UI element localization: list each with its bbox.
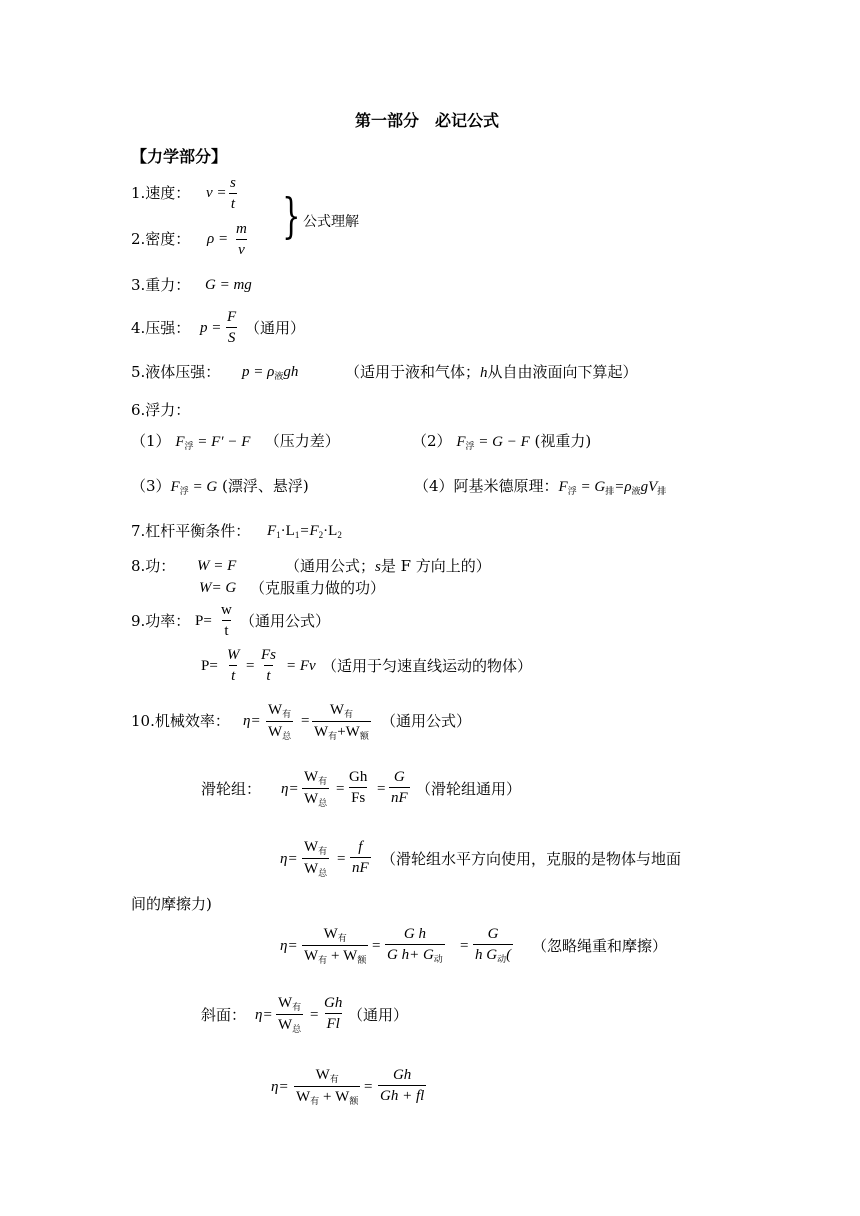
ignore-fraction-3: G h $G_动$( bbox=[475, 926, 512, 964]
density-label: 2.密度： bbox=[131, 230, 191, 248]
power-note-2: （适用于匀速直线运动的物体） bbox=[322, 657, 533, 675]
power-lhs-2: P= bbox=[201, 658, 218, 674]
eq-sign: = bbox=[310, 1007, 319, 1023]
gravity-label: 3.重力： bbox=[131, 276, 191, 294]
speed-label: 1.速度： bbox=[131, 184, 191, 202]
eta-4: η= bbox=[280, 938, 298, 954]
eq-sign: = bbox=[246, 658, 255, 674]
density-lhs: ρ = bbox=[207, 231, 229, 247]
power-fraction-2: $\frac{W}{t}$ bbox=[227, 647, 240, 684]
power-fraction-3: $\frac{Fs}{t}$ bbox=[261, 647, 276, 684]
page-title: 第一部分 必记公式 bbox=[355, 111, 500, 130]
work-formula-1: W = F bbox=[197, 558, 237, 574]
eq-sign: = bbox=[460, 938, 469, 954]
work-note-2: （克服重力做的功） bbox=[250, 579, 386, 597]
pulley-fraction-1: $W_有$ $W_总$ bbox=[304, 769, 328, 808]
liquid-note: （适用于液和气体；h从自由液面向下算起） bbox=[345, 363, 638, 381]
lever-formula: $F_1\cdot L_1=F_2\cdot L_2$ bbox=[267, 523, 342, 540]
slope-note: （通用） bbox=[348, 1006, 409, 1024]
hpulley-fraction-1: $W_有$ $W_总$ bbox=[304, 839, 328, 878]
work-label: 8.功： bbox=[131, 557, 176, 575]
power-note: （通用公式） bbox=[240, 612, 331, 630]
hpulley-note-2: 间的摩擦力) bbox=[131, 895, 212, 913]
eq-sign: = bbox=[364, 1079, 373, 1095]
work-formula-2: W= G bbox=[199, 580, 237, 596]
lever-label: 7.杠杆平衡条件： bbox=[131, 522, 251, 540]
power-rhs: = Fv bbox=[286, 658, 316, 674]
eta-3: η= bbox=[280, 851, 298, 867]
hpulley-fraction-2: $\frac{f}{nF}$ bbox=[352, 839, 369, 876]
density-fraction: $\frac{m}{v}$ bbox=[236, 221, 247, 258]
brace-icon: } bbox=[282, 188, 301, 244]
liquid-label: 5.液体压强： bbox=[131, 363, 221, 381]
pressure-fraction: $\frac{F}{S}$ bbox=[227, 309, 237, 346]
section-heading: 【力学部分】 bbox=[131, 147, 228, 166]
gravity-formula: G = mg bbox=[205, 277, 252, 293]
pulley-fraction-2: $\frac{Gh}{Fs}$ bbox=[349, 769, 368, 806]
pulley-fraction-3: $\frac{G}{nF}$ bbox=[391, 769, 408, 806]
eta-6: η= bbox=[271, 1079, 289, 1095]
eq-sign: = bbox=[377, 781, 386, 797]
eq-sign: = bbox=[337, 851, 346, 867]
slope-label: 斜面： bbox=[201, 1006, 247, 1024]
buoyancy-4: （4）阿基米德原理：$F_浮 = G_排=\rho_液gV_排$ bbox=[414, 477, 667, 497]
eta-5: η= bbox=[255, 1007, 273, 1023]
speed-lhs: v = bbox=[206, 185, 227, 201]
eff-fraction-2: $W_有$ $W_有+W_额$ bbox=[314, 702, 369, 741]
eta-2: η= bbox=[281, 781, 299, 797]
buoyancy-1: （1） $F_浮 = F' - F$ （压力差） bbox=[131, 432, 340, 452]
liquid-formula: $p = \rho_液gh$ bbox=[242, 364, 299, 381]
slope-fraction-2: $\frac{Gh}{Fl}$ bbox=[324, 995, 343, 1032]
efficiency-label: 10.机械效率： bbox=[131, 712, 230, 730]
eq-sign: = bbox=[372, 938, 381, 954]
buoyancy-3: $(3)F_浮 = G$ (漂浮、悬浮) bbox=[131, 477, 309, 497]
ignore-note: （忽略绳重和摩擦） bbox=[532, 937, 668, 955]
slope-fraction-1: $W_有$ $W_总$ bbox=[278, 995, 302, 1034]
pressure-lhs: p = bbox=[200, 320, 222, 336]
power-fraction: $\frac{w}{t}$ bbox=[221, 602, 232, 639]
slope2-fraction-2: $\frac{Gh}{Gh + fl}$ bbox=[380, 1067, 425, 1104]
speed-fraction: $\frac{s}{t}$ bbox=[230, 175, 236, 212]
eff-fraction-1: $W_有$ $W_总$ bbox=[268, 702, 292, 741]
power-lhs: P= bbox=[195, 613, 212, 629]
hpulley-note: （滑轮组水平方向使用，克服的是物体与地面 bbox=[381, 850, 682, 868]
eta-1: η= bbox=[243, 713, 261, 729]
brace-note: 公式理解 bbox=[303, 214, 359, 230]
buoyancy-2: （2） $F_浮 = G - F$ (视重力) bbox=[412, 432, 592, 452]
work-note-1: （通用公式；s是 F 方向上的） bbox=[285, 557, 491, 575]
eff-note: （通用公式） bbox=[381, 712, 472, 730]
ignore-fraction-1: $W_有$ $W_有 + W_额$ bbox=[304, 926, 367, 965]
pulley-note: （滑轮组通用） bbox=[416, 780, 522, 798]
pressure-note: （通用） bbox=[245, 319, 306, 337]
eq-sign: = bbox=[301, 713, 310, 729]
pressure-label: 4.压强： bbox=[131, 319, 191, 337]
ignore-fraction-2: G h G $h+ G_动$ bbox=[387, 926, 443, 964]
eq-sign: = bbox=[336, 781, 345, 797]
slope2-fraction-1: $W_有$ $W_有 + W_额$ bbox=[296, 1067, 359, 1106]
pulley-label: 滑轮组： bbox=[201, 780, 262, 798]
buoyancy-label: 6.浮力： bbox=[131, 401, 191, 419]
power-label: 9.功率： bbox=[131, 612, 191, 630]
